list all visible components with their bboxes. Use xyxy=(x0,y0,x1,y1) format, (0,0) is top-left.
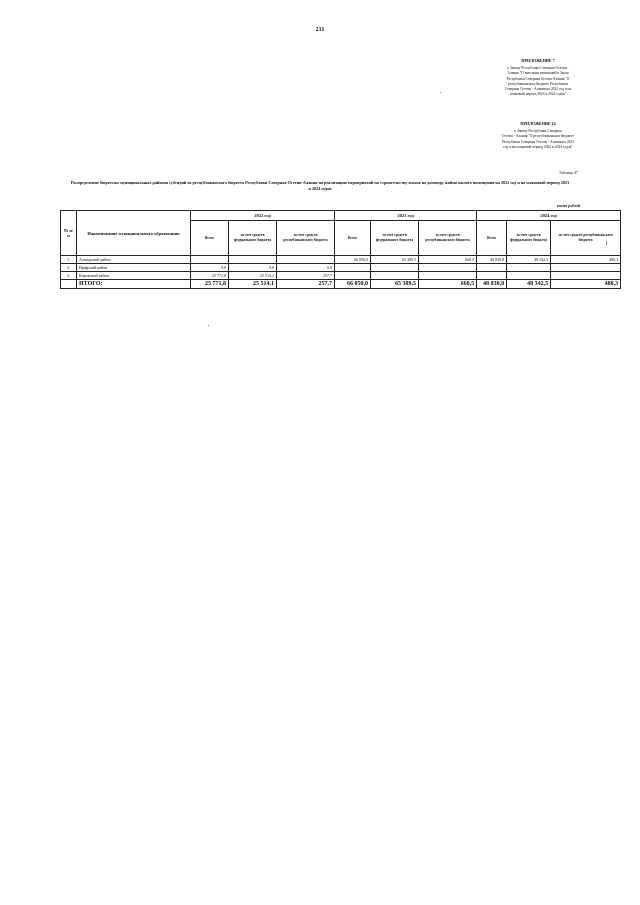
table-row xyxy=(61,264,621,272)
row-number: 1. xyxy=(61,256,77,264)
cell-value xyxy=(371,272,419,280)
row-number: 2. xyxy=(61,264,77,272)
cell-value: 488,3 xyxy=(551,256,621,264)
appendix-7-line: к Закону Республики Северная Осетия - xyxy=(507,66,569,71)
cell-value: 48 830,8 xyxy=(477,256,507,264)
table-header-years xyxy=(61,211,621,221)
total-value: 660,5 xyxy=(419,280,477,289)
table-number: Таблица 47 xyxy=(558,170,578,175)
appendix-7-line: Алания "О внесении изменений в Закон xyxy=(507,71,569,76)
sub-header-republic: за счет средств республиканского бюджета xyxy=(277,221,335,256)
row-number xyxy=(61,280,77,289)
total-value: 25 771,8 xyxy=(191,280,229,289)
total-value: 257,7 xyxy=(277,280,335,289)
cell-value: 25 771,8 xyxy=(191,272,229,280)
cell-value xyxy=(335,272,371,280)
appendix-7-line: Северная Осетия - Алания на 2022 год и на xyxy=(504,87,572,92)
cell-value xyxy=(507,264,551,272)
year-header-2024: 2024 год xyxy=(477,211,621,221)
table-row xyxy=(61,272,621,280)
cell-value: 660,5 xyxy=(419,256,477,264)
units-label: тысяч рублей xyxy=(556,204,580,208)
cell-value: 48 342,5 xyxy=(507,256,551,264)
total-value: 66 050,0 xyxy=(335,280,371,289)
total-value: 48 830,8 xyxy=(477,280,507,289)
scan-speck xyxy=(440,92,441,93)
cell-value xyxy=(551,264,621,272)
total-value: 48 342,5 xyxy=(507,280,551,289)
cell-value xyxy=(477,272,507,280)
appendix-7-heading: ПРИЛОЖЕНИЕ 7 xyxy=(521,58,555,63)
appendix-14-line: Осетия - Алания "О республиканском бюджете xyxy=(501,134,575,139)
cell-value: 25 514,1 xyxy=(229,272,277,280)
appendix-7-line: республиканском бюджете Республики xyxy=(508,81,568,86)
row-name: Алагирский район xyxy=(77,256,191,264)
sub-header-federal: за счет средств федерального бюджета xyxy=(229,221,277,256)
year-header-2023: 2023 год xyxy=(335,211,477,221)
appendix-14-line: год и на плановый период 2023 и 2024 годов" xyxy=(503,144,573,149)
cell-value xyxy=(477,264,507,272)
sub-header-total: Всего xyxy=(191,221,229,256)
total-value: 488,3 xyxy=(551,280,621,289)
row-number: 3. xyxy=(61,272,77,280)
appendix-14-block xyxy=(486,121,590,150)
col-name-header: Наименование муниципального образования xyxy=(77,211,191,256)
appendix-14-line: Республики Северная Осетия - Алания на 2022 xyxy=(501,139,575,144)
sub-header-republic: за счет средств республиканского бюджета xyxy=(551,221,621,256)
cell-value: 65 389,5 xyxy=(371,256,419,264)
appendix-14-heading: ПРИЛОЖЕНИЕ 14 xyxy=(520,121,556,126)
total-value: 65 389,5 xyxy=(371,280,419,289)
appendix-14-line: к Закону Республики Северная xyxy=(514,129,562,134)
cell-value: 0,0 xyxy=(229,264,277,272)
cell-value: 0,0 xyxy=(277,264,335,272)
cell-value xyxy=(277,256,335,264)
row-name: Кировский район xyxy=(77,272,191,280)
cell-value xyxy=(419,272,477,280)
scan-speck xyxy=(606,241,607,245)
sub-header-republic: за счет средств республиканского бюджета xyxy=(419,221,477,256)
cell-value: 66 050,0 xyxy=(335,256,371,264)
sub-header-federal: за счет средств федерального бюджета xyxy=(507,221,551,256)
total-label: ИТОГО: xyxy=(77,280,191,289)
cell-value xyxy=(371,264,419,272)
cell-value xyxy=(507,272,551,280)
sub-header-total: Всего xyxy=(335,221,371,256)
table-row xyxy=(61,256,621,264)
appendix-7-block xyxy=(486,58,590,97)
scan-speck xyxy=(208,325,209,326)
cell-value xyxy=(335,264,371,272)
cell-value: 257,7 xyxy=(277,272,335,280)
cell-value xyxy=(229,256,277,264)
appendix-7-line: плановый период 2023 и 2024 годов" xyxy=(509,92,567,97)
col-number-header: № п/п xyxy=(61,211,77,256)
cell-value: 0,0 xyxy=(191,264,229,272)
cell-value xyxy=(419,264,477,272)
total-value: 25 514,1 xyxy=(229,280,277,289)
table-total-row xyxy=(61,280,621,289)
appendix-7-line: Республики Северная Осетия-Алания "О xyxy=(506,76,570,81)
sub-header-total: Всего xyxy=(477,221,507,256)
subsidy-table xyxy=(60,210,621,289)
page-number: 211 xyxy=(315,27,325,33)
cell-value xyxy=(191,256,229,264)
row-name: Ирафский район xyxy=(77,264,191,272)
sub-header-federal: за счет средств федерального бюджета xyxy=(371,221,419,256)
year-header-2022: 2022 год xyxy=(191,211,335,221)
document-title: Распределение бюджетам муниципальных районов субсидий из республиканского бюджета Республики Северная Осетия-Алания на реализацию мероприятий по строительству жилья по договору найма жилого помещения на 2022 год и на плановый период 2023 и 2024 годов xyxy=(70,180,570,191)
cell-value xyxy=(551,272,621,280)
